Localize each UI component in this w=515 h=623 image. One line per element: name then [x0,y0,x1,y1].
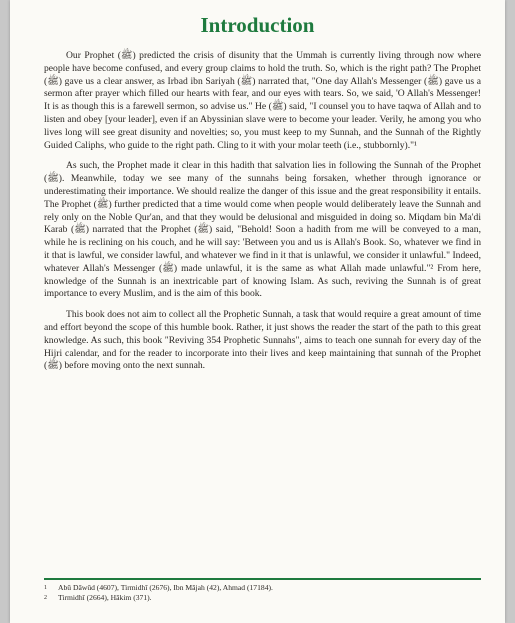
page-title: Introduction [200,13,315,37]
footnote-divider [44,578,481,580]
document-page [10,0,505,623]
footnote-1 [44,583,481,593]
paragraph-3: This book does not aim to collect all the Prophetic Sunnah, a task that would require a great amount of time and effort beyond the scope of this humble book. Rather, it just shows the reader the start of the path to this great knowledge. As such, this book "Reviving 354 Prophetic Sunnahs", aims to teach one sunnah for every day of the Hijri calendar, and for the reader to incorporate into their lives and keep maintaining that sunnah of the Prophet (ﷺ) before moving onto the next sunnah. [44,309,481,372]
footnotes [44,583,481,603]
footnote-text: Abū Dāwūd (4607), Tirmidhī (2676), Ibn Mājah (42), Ahmad (17184). [58,583,273,592]
paragraph-2: As such, the Prophet made it clear in this hadith that salvation lies in following the Sunnah of the Prophet (ﷺ). Meanwhile, today we see many of the sunnahs being forsaken, whether through ignorance or underestimating their importance. We should realize the danger of this issue and the great responsibility it entails. The Prophet (ﷺ) further predicted that a time would come when people would deliberately leave the Sunnah and rely only on the Noble Qur'an, and that they would be delusional and misguided in doing so. Miqdam bin Ma'di Karab (ﷺ) narrated that the Prophet (ﷺ) said, "Behold! Soon a hadith from me will be conveyed to a man, while he is reclining on his couch, and he will say: 'Between you and us is Allah's Book. So, whatever we find in it that is lawful, we consider lawful, and whatever we find in it that is unlawful, we consider it unlawful." Indeed, whatever Allah's Messenger (ﷺ) made unlawful, it is the same as what Allah made unlawful."² From here, knowledge of the Sunnah is an inextricable part of knowing Islam. As such, reviving the Sunnah is of great importance to every Muslim, and is the aim of this book. [44,160,481,300]
footnote-number: 2 [44,595,47,601]
footnote-text: Tirmidhī (2664), Hākim (371). [58,593,152,602]
paragraph-1: Our Prophet (ﷺ) predicted the crisis of disunity that the Ummah is currently living through now where people have become confused, and every group claims to hold the truth. So, which is the right path? The Prophet (ﷺ) gave us a clear answer, as Irbad ibn Sariyah (ﷺ) narrated that, "One day Allah's Messenger (ﷺ) gave us a sermon after prayer which filled our hearts with fear, and our eyes with tears. So, we said, 'O Allah's Messenger! It is as though this is a farewell sermon, so advise us." He (ﷺ) said, "I counsel you to have taqwa of Allah and to listen and obey [your leader], even if an Abyssinian slave were to become your leader. Verily, he among you who lives long will see great disunity and novelties; so, you must keep to my Sunnah, and the Sunnah of the Rightly Guided Caliphs, who guide to the right path. Cling to it with your molar teeth (i.e., stubbornly)."¹ [44,50,481,151]
body-text [44,50,481,381]
footnote-number: 1 [44,585,47,591]
footnote-2 [44,593,481,603]
